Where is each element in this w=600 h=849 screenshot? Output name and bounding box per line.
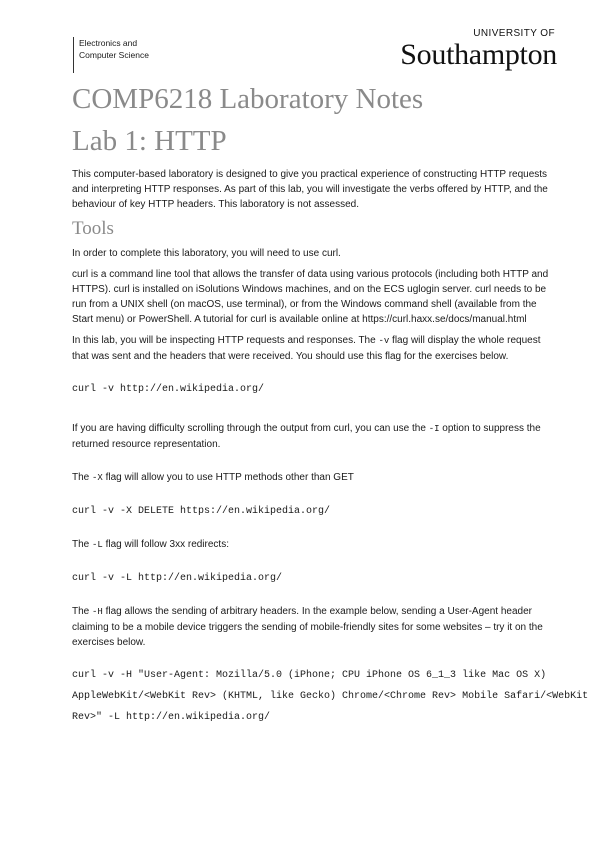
header-flag-paragraph <box>72 604 556 650</box>
text-segment: The <box>72 606 93 617</box>
redirect-flag-paragraph <box>72 537 556 553</box>
department-line-2: Computer Science <box>79 50 149 60</box>
code-example-4 <box>72 668 589 725</box>
tools-heading: Tools <box>72 218 114 239</box>
inline-code-flag: -I <box>428 424 440 434</box>
intro-paragraph: This computer-based laboratory is designed to give you practical experience of constructing HTTP requests and interpreting HTTP responses. As part of this lab, you will investigate the verbs offered by HTTP, and the behaviour of key HTTP headers. This laboratory is not assessed. <box>72 169 548 210</box>
text-segment: In this lab, you will be inspecting HTTP requests and responses. The <box>72 335 379 346</box>
text-segment: flag will allow you to use HTTP methods other than GET <box>102 472 354 483</box>
verbose-flag-paragraph <box>72 333 556 364</box>
text-segment: The <box>72 539 93 550</box>
code-line: curl -v -H "User-Agent: Mozilla/5.0 (iPhone; CPU iPhone OS 6_1_3 like Mac OS X) <box>72 670 547 681</box>
document-title: COMP6218 Laboratory Notes <box>72 83 424 115</box>
text-segment: flag will display the whole request that was sent and the headers that were received. You should use this flag for the exercises below. <box>72 335 541 362</box>
code-line: Rev>" -L http://en.wikipedia.org/ <box>72 712 271 723</box>
tools-paragraph-1: In order to complete this laboratory, you will need to use curl. <box>72 248 341 259</box>
head-flag-paragraph <box>72 421 556 452</box>
lab-title: Lab 1: HTTP <box>72 125 227 157</box>
method-flag-paragraph <box>72 470 556 486</box>
inline-code-flag: -v <box>378 336 390 346</box>
text-segment: option to suppress the returned resource representation. <box>72 423 541 450</box>
inline-code-flag: -X <box>92 473 103 483</box>
document-body <box>72 167 589 731</box>
inline-code-flag: -H <box>92 607 103 617</box>
code-example-1: curl -v http://en.wikipedia.org/ <box>72 384 265 395</box>
text-segment: If you are having difficulty scrolling through the output from curl, you can use the <box>72 423 429 434</box>
code-example-3: curl -v -L http://en.wikipedia.org/ <box>72 573 283 584</box>
department-line-1: Electronics and <box>79 38 138 48</box>
logo-university-of: UNIVERSITY OF <box>473 28 555 39</box>
university-logo <box>400 28 557 70</box>
inline-code-flag: -L <box>92 540 103 550</box>
department-label <box>73 37 149 73</box>
code-example-2: curl -v -X DELETE https://en.wikipedia.org/ <box>72 506 331 517</box>
code-line: AppleWebKit/<WebKit Rev> (KHTML, like Gecko) Chrome/<Chrome Rev> Mobile Safari/<WebKit <box>72 691 589 702</box>
logo-southampton: Southampton <box>400 38 557 71</box>
text-segment: flag will follow 3xx redirects: <box>102 539 229 550</box>
text-segment: The <box>72 472 93 483</box>
text-segment: flag allows the sending of arbitrary headers. In the example below, sending a User-Agent header claiming to be a mobile device triggers the sending of mobile-friendly sites for some websites – try it on the exercises below. <box>72 606 543 648</box>
tools-paragraph-2: curl is a command line tool that allows the transfer of data using various protocols (including both HTTP and HTTPS). curl is installed on iSolutions Windows machines, and on the ECS uglogin server. curl needs to be run from a UNIX shell (on macOS, use terminal), or from the Windows command shell (available from the Start menu) or PowerShell. A tutorial for curl is available online at https://curl.haxx.se/docs/manual.html <box>72 269 549 325</box>
